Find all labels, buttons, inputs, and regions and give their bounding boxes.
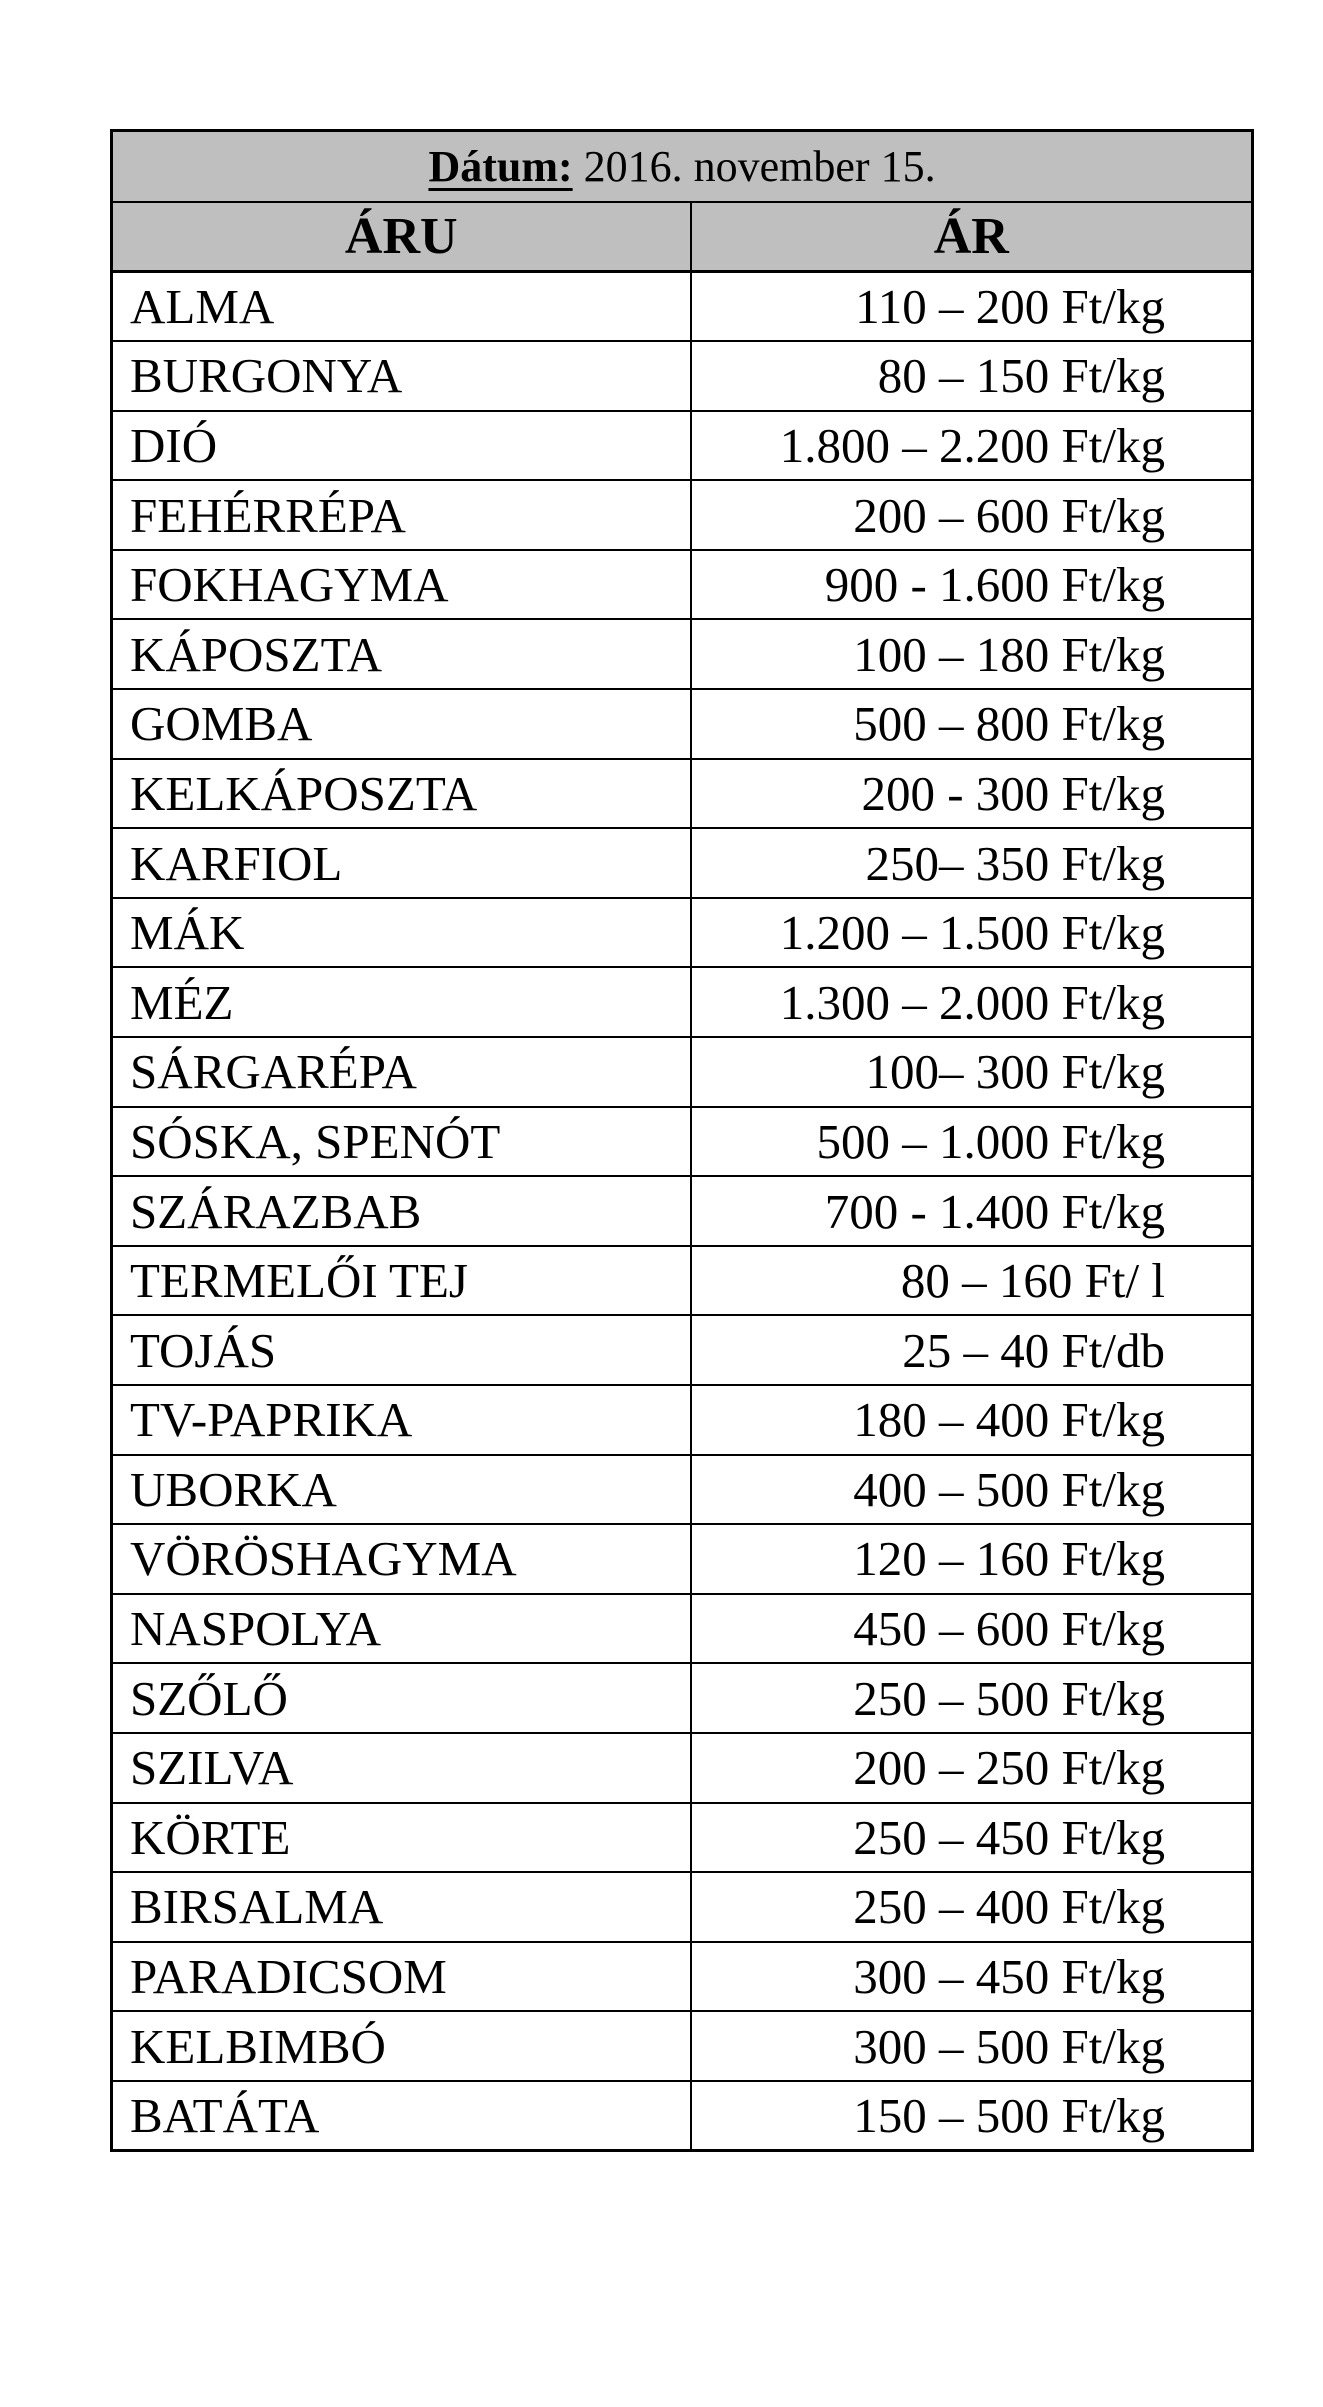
price-cell: 1.300 – 2.000 Ft/kg: [691, 967, 1253, 1037]
table-row: [112, 1594, 1253, 1664]
table-row: [112, 550, 1253, 620]
price-cell: 700 - 1.400 Ft/kg: [691, 1176, 1253, 1246]
table-row: [112, 1315, 1253, 1385]
price-cell: 200 – 250 Ft/kg: [691, 1733, 1253, 1803]
table-row: [112, 1037, 1253, 1107]
price-cell: 200 – 600 Ft/kg: [691, 480, 1253, 550]
price-cell: 300 – 500 Ft/kg: [691, 2011, 1253, 2081]
date-cell: [112, 131, 1253, 202]
price-cell: 250 – 500 Ft/kg: [691, 1663, 1253, 1733]
table-header-row: [112, 202, 1253, 272]
table-row: [112, 2081, 1253, 2151]
item-cell: DIÓ: [112, 411, 691, 481]
column-header-price: ÁR: [691, 202, 1253, 272]
item-cell: SZILVA: [112, 1733, 691, 1803]
table-row: [112, 619, 1253, 689]
table-row: [112, 828, 1253, 898]
price-cell: 250– 350 Ft/kg: [691, 828, 1253, 898]
table-row: [112, 1733, 1253, 1803]
price-cell: 900 - 1.600 Ft/kg: [691, 550, 1253, 620]
item-cell: KELBIMBÓ: [112, 2011, 691, 2081]
price-cell: 100 – 180 Ft/kg: [691, 619, 1253, 689]
price-cell: 100– 300 Ft/kg: [691, 1037, 1253, 1107]
price-cell: 1.200 – 1.500 Ft/kg: [691, 898, 1253, 968]
price-cell: 110 – 200 Ft/kg: [691, 272, 1253, 342]
date-row: [112, 131, 1253, 202]
price-cell: 1.800 – 2.200 Ft/kg: [691, 411, 1253, 481]
item-cell: KÁPOSZTA: [112, 619, 691, 689]
table-row: [112, 1942, 1253, 2012]
table-row: [112, 689, 1253, 759]
price-cell: 500 – 800 Ft/kg: [691, 689, 1253, 759]
price-cell: 250 – 450 Ft/kg: [691, 1803, 1253, 1873]
item-cell: TV-PAPRIKA: [112, 1385, 691, 1455]
table-row: [112, 898, 1253, 968]
item-cell: KÖRTE: [112, 1803, 691, 1873]
item-cell: MÁK: [112, 898, 691, 968]
table-row: [112, 1455, 1253, 1525]
price-cell: 450 – 600 Ft/kg: [691, 1594, 1253, 1664]
price-cell: 180 – 400 Ft/kg: [691, 1385, 1253, 1455]
item-cell: BATÁTA: [112, 2081, 691, 2151]
price-cell: 80 – 150 Ft/kg: [691, 341, 1253, 411]
table-row: [112, 1107, 1253, 1177]
item-cell: FOKHAGYMA: [112, 550, 691, 620]
table-row: [112, 759, 1253, 829]
date-value: 2016. november 15.: [583, 141, 936, 191]
item-cell: GOMBA: [112, 689, 691, 759]
column-header-item: ÁRU: [112, 202, 691, 272]
table-row: [112, 1246, 1253, 1316]
table-row: [112, 411, 1253, 481]
item-cell: UBORKA: [112, 1455, 691, 1525]
price-cell: 120 – 160 Ft/kg: [691, 1524, 1253, 1594]
table-row: [112, 1803, 1253, 1873]
item-cell: SZŐLŐ: [112, 1663, 691, 1733]
table-row: [112, 1385, 1253, 1455]
item-cell: MÉZ: [112, 967, 691, 1037]
item-cell: BIRSALMA: [112, 1872, 691, 1942]
item-cell: KARFIOL: [112, 828, 691, 898]
table-row: [112, 1524, 1253, 1594]
item-cell: ALMA: [112, 272, 691, 342]
item-cell: SÁRGARÉPA: [112, 1037, 691, 1107]
table-row: [112, 1176, 1253, 1246]
item-cell: FEHÉRRÉPA: [112, 480, 691, 550]
table-row: [112, 967, 1253, 1037]
price-cell: 25 – 40 Ft/db: [691, 1315, 1253, 1385]
item-cell: VÖRÖSHAGYMA: [112, 1524, 691, 1594]
date-label: Dátum:: [428, 141, 573, 191]
price-cell: 250 – 400 Ft/kg: [691, 1872, 1253, 1942]
item-cell: BURGONYA: [112, 341, 691, 411]
item-cell: TERMELŐI TEJ: [112, 1246, 691, 1316]
price-table: [110, 129, 1254, 2152]
table-row: [112, 1872, 1253, 1942]
table-row: [112, 2011, 1253, 2081]
item-cell: TOJÁS: [112, 1315, 691, 1385]
table-row: [112, 480, 1253, 550]
price-cell: 300 – 450 Ft/kg: [691, 1942, 1253, 2012]
price-cell: 400 – 500 Ft/kg: [691, 1455, 1253, 1525]
price-table-body: [112, 131, 1253, 2151]
item-cell: SÓSKA, SPENÓT: [112, 1107, 691, 1177]
price-cell: 200 - 300 Ft/kg: [691, 759, 1253, 829]
table-row: [112, 341, 1253, 411]
price-cell: 80 – 160 Ft/ l: [691, 1246, 1253, 1316]
item-cell: NASPOLYA: [112, 1594, 691, 1664]
item-cell: SZÁRAZBAB: [112, 1176, 691, 1246]
table-row: [112, 1663, 1253, 1733]
price-cell: 150 – 500 Ft/kg: [691, 2081, 1253, 2151]
item-cell: KELKÁPOSZTA: [112, 759, 691, 829]
item-cell: PARADICSOM: [112, 1942, 691, 2012]
table-row: [112, 272, 1253, 342]
price-cell: 500 – 1.000 Ft/kg: [691, 1107, 1253, 1177]
